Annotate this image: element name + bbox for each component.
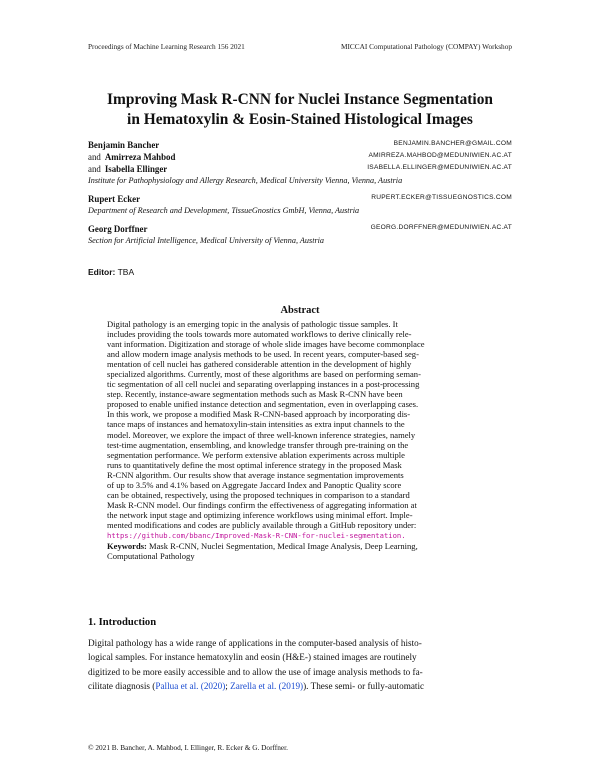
- abstract-line: Digital pathology is an emerging topic in the analysis of pathologic tissue samples. It: [107, 319, 398, 329]
- abstract-line: test-time augmentation, ensembling, and knowledge transfer through pre-training on the: [107, 439, 409, 450]
- abstract-line: segmentation performance. We perform extensive ablation experiments across multiple: [107, 449, 405, 460]
- editor-value: TBA: [117, 267, 135, 277]
- abstract-line: can be obtained, respectively, using the proposed techniques in comparison to a standard: [107, 489, 410, 500]
- abstract-line: mentation of cell nuclei has gathered considerable attention in the development of highly: [107, 359, 412, 370]
- abstract-line: R-CNN algorithm. Our results show that average instance segmentation improvements: [107, 469, 404, 480]
- github-link[interactable]: https://github.com/bbanc/Improved-Mask-R-CNN-for-nuclei-segmentation.: [107, 530, 406, 540]
- author-conjunction: and: [88, 164, 101, 174]
- abstract-line: the network input stage and optimizing inference workflows using minimal effort. Imple-: [107, 509, 413, 520]
- body-text: cilitate diagnosis (: [88, 680, 156, 691]
- abstract-line: step. Recently, instance-aware segmentation methods such as Mask R-CNN have been: [107, 389, 403, 400]
- author-row: [88, 164, 512, 176]
- body-line: [88, 679, 512, 693]
- author-email[interactable]: ISABELLA.ELLINGER@MEDUNIWIEN.AC.AT: [367, 164, 512, 171]
- title-line-2: in Hematoxylin & Eosin-Stained Histological Images: [127, 111, 473, 128]
- body-text: ;: [225, 680, 231, 691]
- author-row: [88, 152, 512, 164]
- author-email[interactable]: BENJAMIN.BANCHER@GMAIL.COM: [393, 140, 512, 147]
- abstract-link-line: [107, 530, 493, 541]
- abstract-line: vant information. Digitization and storage of whole slide images have become commonplace: [107, 339, 425, 350]
- author-name: Benjamin Bancher: [88, 140, 160, 150]
- abstract-body: [107, 319, 493, 561]
- author-row: [88, 140, 512, 152]
- abstract-line: specialized algorithms. Currently, most of these algorithms are based on performing seman-: [107, 369, 421, 380]
- author-row: [88, 224, 512, 236]
- paper-title: [60, 90, 540, 130]
- abstract-line: tic segmentation of all cell nuclei and separating overlapping instances in a post-processing: [107, 379, 420, 390]
- abstract-line: includes providing the tools towards more automated workflows to derive clinically rele-: [107, 329, 412, 340]
- body-line: logical samples. For instance hematoxylin and eosin (H&E-) stained images are routinely: [88, 652, 417, 663]
- abstract-line: of up to 3.5% and 4.1% based on Aggregate Jaccard Index and Panoptic Quality score: [107, 479, 402, 490]
- affiliation: Section for Artificial Intelligence, Medical University of Vienna, Austria: [88, 236, 325, 245]
- citation-link[interactable]: Pallua et al. (2020): [155, 680, 226, 691]
- keywords-line-2: Computational Pathology: [107, 551, 195, 562]
- author-name: Rupert Ecker: [88, 194, 141, 204]
- abstract-line: model. Moreover, we explore the impact of three well-known inference strategies, namely: [107, 429, 416, 440]
- abstract-line: and allow modern image analysis methods to be used. In recent years, computer-based seg-: [107, 349, 419, 360]
- author-email[interactable]: AMIRREZA.MAHBOD@MEDUNIWIEN.AC.AT: [368, 152, 512, 159]
- keywords-line: [107, 541, 493, 551]
- abstract-line: tance maps of instances and hematoxylin-stain intensities as extra input channels to the: [107, 419, 405, 430]
- section-heading: 1. Introduction: [88, 617, 157, 628]
- author-name: Georg Dorffner: [88, 224, 148, 234]
- author-email[interactable]: RUPERT.ECKER@TISSUEGNOSTICS.COM: [371, 194, 512, 201]
- body-line: digitized to be more easily accessible and to allow the use of image analysis methods to fa-: [88, 666, 423, 677]
- abstract-line: mented modifications and codes are publicly available through a GitHub repository under:: [107, 519, 417, 530]
- title-line-1: Improving Mask R-CNN for Nuclei Instance Segmentation: [107, 91, 493, 108]
- editor-label: Editor:: [88, 267, 116, 277]
- author-conjunction: and: [88, 152, 101, 162]
- body-text: ). These semi- or fully-automatic: [303, 680, 425, 691]
- abstract-line: runs to quantitatively define the most optimal inference strategy in the proposed Mask: [107, 459, 402, 470]
- author-name: Amirreza Mahbod: [104, 152, 176, 162]
- keywords-text: Mask R-CNN, Nuclei Segmentation, Medical Image Analysis, Deep Learning,: [149, 541, 418, 552]
- running-header-right: MICCAI Computational Pathology (COMPAY) Workshop: [340, 42, 512, 51]
- abstract-heading: Abstract: [280, 305, 320, 316]
- author-name: Isabella Ellinger: [104, 164, 168, 174]
- affiliation: Institute for Pathophysiology and Allergy Research, Medical University Vienna, Vienna, Austria: [88, 176, 403, 185]
- editor-line: [88, 267, 134, 277]
- citation-link[interactable]: Zarella et al. (2019): [230, 680, 304, 691]
- copyright-footer: © 2021 B. Bancher, A. Mahbod, I. Ellinger, R. Ecker & G. Dorffner.: [88, 743, 288, 752]
- body-line: Digital pathology has a wide range of applications in the computer-based analysis of histo-: [88, 638, 422, 648]
- affiliation: Department of Research and Development, TissueGnostics GmbH, Vienna, Austria: [88, 206, 360, 215]
- keywords-label: Keywords:: [107, 541, 147, 552]
- author-row: [88, 194, 512, 206]
- author-email[interactable]: GEORG.DORFFNER@MEDUNIWIEN.AC.AT: [370, 224, 512, 231]
- abstract-line: proposed to enable unified instance detection and segmentation, even in overlapping cases.: [107, 399, 419, 410]
- abstract-line: In this work, we propose a modified Mask R-CNN-based approach by incorporating dis-: [107, 409, 411, 420]
- abstract-line: Mask R-CNN model. Our findings confirm the effectiveness of aggregating information at: [107, 499, 417, 510]
- running-header-left: Proceedings of Machine Learning Research 156 2021: [88, 42, 245, 51]
- introduction-body: [88, 636, 512, 693]
